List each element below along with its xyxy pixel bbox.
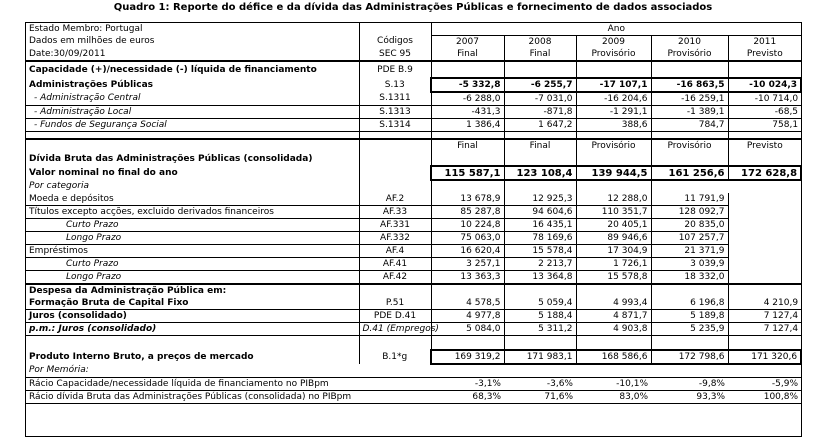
table-row: [26, 78, 801, 92]
row-label: - Administração Local: [26, 106, 359, 119]
row-code: AF.4: [359, 245, 431, 258]
cell-value: 4 977,8: [431, 310, 504, 323]
cell-value: 18 332,0: [651, 271, 728, 285]
cell-value: 172 628,8: [728, 166, 801, 180]
divida-title: Dívida Bruta das Administrações Públicas (consolidada): [29, 153, 313, 164]
table-row: [26, 258, 801, 271]
cell-value: 5 189,8: [651, 310, 728, 323]
divida-status-row: [26, 139, 801, 152]
cell-value: 13 363,3: [431, 271, 504, 285]
cell-value: -5,9%: [728, 378, 801, 391]
cell-value: -7 031,0: [504, 92, 576, 106]
cell-value: 75 063,0: [431, 232, 504, 245]
table-row: [26, 206, 801, 219]
table-row: [26, 323, 801, 336]
cell-value: 17 304,9: [576, 245, 651, 258]
cell-value: 171 983,1: [504, 350, 576, 364]
despesa-title-row: [26, 284, 801, 297]
cell-value: -16 204,6: [576, 92, 651, 106]
divida-status: Final: [504, 139, 576, 152]
capacidade-title-row: [26, 61, 801, 78]
cell-value: 16 620,4: [431, 245, 504, 258]
codes-label: Códigos: [359, 36, 431, 49]
cell-value: 71,6%: [504, 391, 576, 404]
cell-value: 68,3%: [431, 391, 504, 404]
cell-value: 5 059,4: [504, 297, 576, 310]
cell-value: 168 586,6: [576, 350, 651, 364]
report-table: [25, 22, 802, 437]
cell-value: 123 108,4: [504, 166, 576, 180]
cell-value: 1 726,1: [576, 258, 651, 271]
cell-value: -871,8: [504, 106, 576, 119]
cell-value: -1 291,1: [576, 106, 651, 119]
row-label: Formação Bruta de Capital Fixo: [26, 297, 359, 310]
cell-value: 5 084,0: [431, 323, 504, 336]
row-code: AF.42: [359, 271, 431, 285]
year-2009: 2009: [576, 36, 651, 49]
row-label: Administrações Públicas: [29, 79, 154, 90]
cell-value: -6 288,0: [431, 92, 504, 106]
table-row: [26, 193, 801, 206]
cell-value: 13 678,9: [431, 193, 504, 206]
ano-header: Ano: [431, 23, 801, 36]
cell-value: 1 386,4: [431, 119, 504, 132]
cell-value: -3,6%: [504, 378, 576, 391]
cell-value: 3 039,9: [651, 258, 728, 271]
cell-value: 78 169,6: [504, 232, 576, 245]
meta-units: Dados em milhões de euros: [29, 36, 155, 47]
header-row-3: [26, 48, 801, 61]
table-row: [26, 310, 801, 323]
cell-value: -10 714,0: [728, 92, 801, 106]
despesa-title: Despesa da Administração Pública em:: [26, 284, 359, 297]
row-code: PDE D.41: [359, 310, 431, 323]
year-2010: 2010: [651, 36, 728, 49]
meta-state: Estado Membro: Portugal: [29, 23, 143, 34]
cell-value: 161 256,6: [651, 166, 728, 180]
cell-value: -10 024,3: [728, 78, 801, 92]
nominal-row: [26, 166, 801, 180]
status-2009: Provisório: [576, 48, 651, 61]
row-code: S.1313: [359, 106, 431, 119]
codes-header: [359, 23, 431, 36]
table-row: [26, 92, 801, 106]
cell-value: 85 287,8: [431, 206, 504, 219]
table-row: [26, 106, 801, 119]
year-2008: 2008: [504, 36, 576, 49]
cell-value: 10 224,8: [431, 219, 504, 232]
page-title: Quadro 1: Reporte do défice e da dívida das Administrações Públicas e fornecimento de dados associados: [113, 2, 713, 13]
cell-value: 2 213,7: [504, 258, 576, 271]
cell-value: -6 255,7: [504, 78, 576, 92]
row-code: P.51: [359, 297, 431, 310]
row-label: Longo Prazo: [26, 232, 359, 245]
row-code: AF.331: [359, 219, 431, 232]
status-2011: Previsto: [728, 48, 801, 61]
row-code: AF.33: [359, 206, 431, 219]
cell-value: 4 993,4: [576, 297, 651, 310]
memoria-title: Por Memória:: [29, 365, 89, 375]
cell-value: 16 435,1: [504, 219, 576, 232]
row-label: p.m.: Juros (consolidado): [26, 323, 359, 336]
row-label: Moeda e depósitos: [26, 193, 359, 206]
cell-value: 5 188,4: [504, 310, 576, 323]
cell-value: 169 319,2: [431, 350, 504, 364]
cell-value: 4 903,8: [576, 323, 651, 336]
status-2007: Final: [431, 48, 504, 61]
cell-value: 7 127,4: [728, 323, 801, 336]
cell-value: 128 092,7: [651, 206, 728, 219]
cell-value: 110 351,7: [576, 206, 651, 219]
row-label: Rácio Capacidade/necessidade líquida de financiamento no PIBpm: [26, 378, 431, 391]
cell-value: -68,5: [728, 106, 801, 119]
cell-value: 7 127,4: [728, 310, 801, 323]
divida-title-row: [26, 152, 801, 166]
table-row: [26, 391, 801, 404]
cell-value: 89 946,6: [576, 232, 651, 245]
cell-value: -16 259,1: [651, 92, 728, 106]
cell-value: 388,6: [576, 119, 651, 132]
table-row: [26, 232, 801, 245]
cell-value: 4 578,5: [431, 297, 504, 310]
table-row: [26, 119, 801, 132]
row-code: AF.332: [359, 232, 431, 245]
por-categoria-label: Por categoria: [29, 181, 89, 191]
cell-value: 6 196,8: [651, 297, 728, 310]
cell-value: 15 578,4: [504, 245, 576, 258]
status-2008: Final: [504, 48, 576, 61]
divida-status: Provisório: [576, 139, 651, 152]
cell-value: -1 389,1: [651, 106, 728, 119]
cell-value: 13 364,8: [504, 271, 576, 285]
year-2011: 2011: [728, 36, 801, 49]
pib-label: Produto Interno Bruto, a preços de mercado: [29, 351, 254, 362]
row-label: Curto Prazo: [26, 219, 359, 232]
cell-value: 107 257,7: [651, 232, 728, 245]
cell-value: 5 235,9: [651, 323, 728, 336]
divida-status: Previsto: [728, 139, 801, 152]
capacidade-title: Capacidade (+)/necessidade (-) líquida de financiamento: [26, 61, 359, 78]
header-row-1: [26, 23, 801, 36]
row-label: - Administração Central: [26, 92, 359, 106]
pib-row: [26, 350, 801, 364]
header-row-2: [26, 36, 801, 49]
cell-value: -3,1%: [431, 378, 504, 391]
cell-value: 1 647,2: [504, 119, 576, 132]
row-code: S.13: [359, 78, 431, 92]
cell-value: -9,8%: [651, 378, 728, 391]
cell-value: 5 311,2: [504, 323, 576, 336]
cell-value: 12 288,0: [576, 193, 651, 206]
row-label: Empréstimos: [26, 245, 359, 258]
cell-value: 20 405,1: [576, 219, 651, 232]
cell-value: 100,8%: [728, 391, 801, 404]
cell-value: 115 587,1: [431, 166, 504, 180]
cell-value: 784,7: [651, 119, 728, 132]
row-label: - Fundos de Segurança Social: [26, 119, 359, 132]
row-label: Juros (consolidado): [26, 310, 359, 323]
table-row: [26, 271, 801, 285]
cell-value: 171 320,6: [728, 350, 801, 364]
cell-value: -5 332,8: [431, 78, 504, 92]
cell-value: 21 371,9: [651, 245, 728, 258]
cell-value: 4 871,7: [576, 310, 651, 323]
row-code: S.1311: [359, 92, 431, 106]
por-categoria-row: [26, 180, 801, 193]
cell-value: -431,3: [431, 106, 504, 119]
cell-value: 11 791,9: [651, 193, 728, 206]
cell-value: 4 210,9: [728, 297, 801, 310]
nominal-label: Valor nominal no final do ano: [29, 167, 178, 178]
cell-value: 15 578,8: [576, 271, 651, 285]
row-label: Rácio dívida Bruta das Administrações Públicas (consolidada) no PIBpm: [26, 391, 431, 404]
divida-status: Final: [431, 139, 504, 152]
cell-value: 94 604,6: [504, 206, 576, 219]
cell-value: 172 798,6: [651, 350, 728, 364]
row-code: S.1314: [359, 119, 431, 132]
year-2007: 2007: [431, 36, 504, 49]
table-row: [26, 245, 801, 258]
cell-value: -17 107,1: [576, 78, 651, 92]
cell-value: 758,1: [728, 119, 801, 132]
cell-value: 20 835,0: [651, 219, 728, 232]
table-row: [26, 219, 801, 232]
table-row: [26, 297, 801, 310]
row-code: AF.41: [359, 258, 431, 271]
cell-value: 83,0%: [576, 391, 651, 404]
cell-value: 12 925,3: [504, 193, 576, 206]
cell-value: -16 863,5: [651, 78, 728, 92]
codes-sec95: SEC 95: [359, 48, 431, 61]
memoria-title-row: [26, 364, 801, 378]
divida-status: Provisório: [651, 139, 728, 152]
row-label: Títulos excepto acções, excluido derivados financeiros: [26, 206, 359, 219]
meta-date: Date:30/09/2011: [29, 48, 106, 59]
status-2010: Provisório: [651, 48, 728, 61]
cell-value: 93,3%: [651, 391, 728, 404]
row-code: D.41 (Empregos): [359, 323, 431, 336]
cell-value: 139 944,5: [576, 166, 651, 180]
cell-value: -10,1%: [576, 378, 651, 391]
row-label: Longo Prazo: [26, 271, 359, 285]
row-label: Curto Prazo: [26, 258, 359, 271]
pib-code: B.1*g: [359, 350, 431, 364]
table-row: [26, 378, 801, 391]
cell-value: 3 257,1: [431, 258, 504, 271]
row-code: AF.2: [359, 193, 431, 206]
capacidade-code: PDE B.9: [359, 61, 431, 78]
